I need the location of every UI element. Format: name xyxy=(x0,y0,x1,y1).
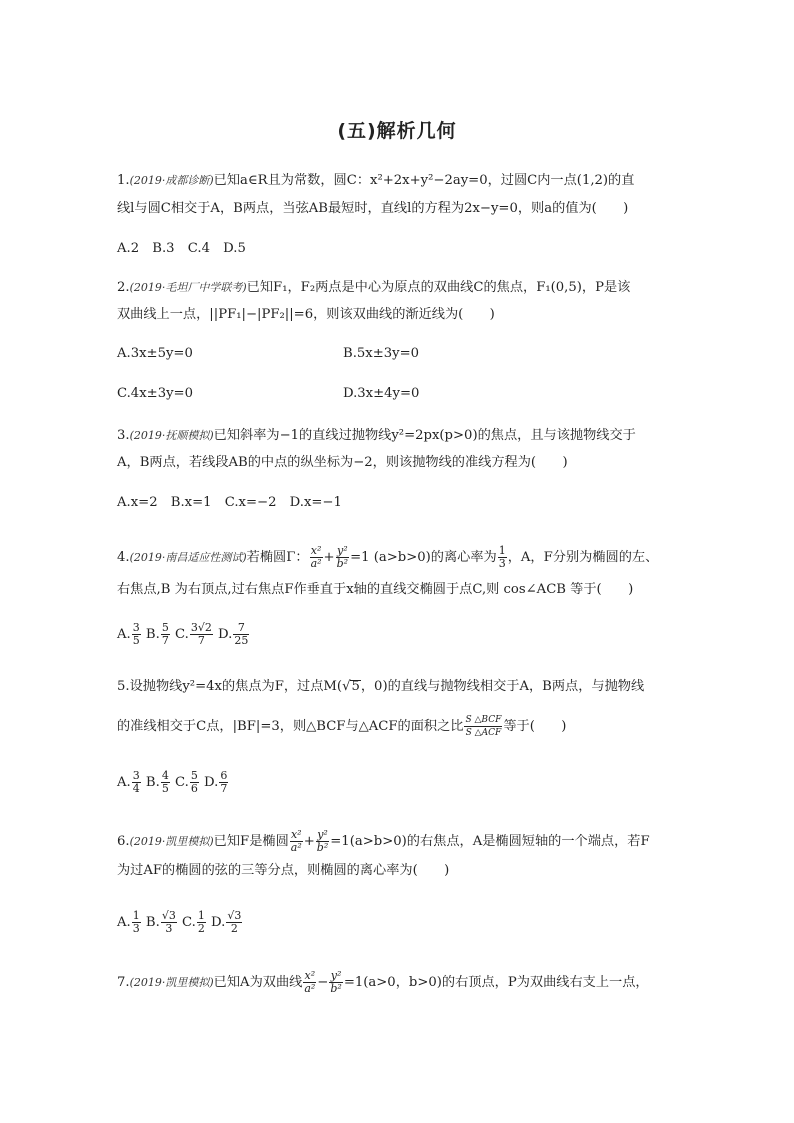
question-text: 设抛物线y²=4x的焦点为F，过点M( xyxy=(129,679,343,694)
option-label: D. xyxy=(218,627,233,642)
option-c-fraction: $\frac{5}{6}$ xyxy=(190,769,198,795)
option-d-fraction: $\frac{7}{25}$ xyxy=(234,621,249,647)
question-3-line-1 xyxy=(117,427,636,445)
question-source: (2019·南昌适应性测试) xyxy=(129,551,247,564)
option-label: A. xyxy=(117,915,131,930)
question-text: =1 (a>b>0)的离心率为 xyxy=(350,550,497,565)
option-label: D. xyxy=(204,775,219,790)
question-source: (2019·抚顺模拟) xyxy=(129,429,214,442)
question-text: ，A，F分别为椭圆的左、 xyxy=(507,550,659,565)
question-number: 3. xyxy=(117,428,130,443)
sqrt-5: √5 xyxy=(342,679,360,694)
question-7-line-1: 7.(2019·凯里模拟)已知A为双曲线 $\frac{\text{x²}}{\text{a²}}$ − $\frac{\text{y²}}{\text{b²}}$ =1(a>0，b>0)的右顶点，P为双曲线右支上一点， xyxy=(117,969,649,995)
question-source: (2019·凯里模拟) xyxy=(129,835,214,848)
question-text: =1(a>0，b>0)的右顶点，P为双曲线右支上一点， xyxy=(343,975,649,990)
question-text: 等于( ) xyxy=(503,719,567,734)
question-text: 已知a∈R且为常数，圆C：x²+2x+y²−2ay=0，过圆C内一点(1,2)的直 xyxy=(213,173,635,188)
option-label: C. xyxy=(182,915,196,930)
question-text: 已知A为双曲线 xyxy=(213,975,303,990)
question-5-options xyxy=(117,770,229,795)
question-text: 已知斜率为−1的直线过抛物线y²=2px(p>0)的焦点，且与该抛物线交于 xyxy=(213,428,636,443)
option-b-fraction: $\frac{√3}{3}$ xyxy=(161,909,176,935)
ellipse-term-x: $\frac{\text{x²}}{\text{a²}}$ xyxy=(290,828,302,854)
area-ratio-fraction: $\frac{\text{S △BCF}}{\text{S △ACF}}$ xyxy=(465,715,502,738)
option-label: C. xyxy=(175,775,189,790)
question-3-options: A.x=2 B.x=1 C.x=−2 D.x=−1 xyxy=(117,495,342,510)
question-source: (2019·成都诊断) xyxy=(129,174,214,187)
question-number: 7. xyxy=(117,975,130,990)
ellipse-term-y: $\frac{\text{y²}}{\text{b²}}$ xyxy=(316,828,329,854)
question-4-line-2: 右焦点,B 为右顶点,过右焦点F作垂直于x轴的直线交椭圆于点C,则 cos∠ACB 等于( ) xyxy=(117,582,634,597)
question-6-line-2: 为过AF的椭圆的弦的三等分点，则椭圆的离心率为( ) xyxy=(117,863,450,878)
question-number: 2. xyxy=(117,280,130,295)
question-1-options: A.2 B.3 C.4 D.5 xyxy=(117,241,246,256)
option-a-fraction: $\frac{3}{4}$ xyxy=(132,769,140,795)
question-5-line-1 xyxy=(117,678,644,696)
option-label: A. xyxy=(117,775,131,790)
option-label: A. xyxy=(117,627,131,642)
option-label: C. xyxy=(175,627,189,642)
ellipse-term-x: $\frac{\text{x²}}{\text{a²}}$ xyxy=(310,544,322,570)
option-d-fraction: $\frac{6}{7}$ xyxy=(220,769,228,795)
question-2-option-c: C.4x±3y=0 xyxy=(117,386,193,401)
question-text: ，0)的直线与抛物线相交于A，B两点，与抛物线 xyxy=(360,679,645,694)
hyperbola-term-y: $\frac{\text{y²}}{\text{b²}}$ xyxy=(330,969,342,995)
question-2-option-b: B.5x±3y=0 xyxy=(343,346,420,361)
question-2-line-1 xyxy=(117,279,630,297)
question-number: 1. xyxy=(117,173,130,188)
option-label: D. xyxy=(211,915,226,930)
question-6-line-1: 6.(2019·凯里模拟)已知F是椭圆 $\frac{\text{x²}}{\text{a²}}$ + $\frac{\text{y²}}{\text{b²}}$ =1(a>b>0)的右焦点，A是椭圆短轴的一个端点，若F xyxy=(117,828,650,854)
option-label: B. xyxy=(145,627,160,642)
eccentricity-fraction: $\frac{1}{3}$ xyxy=(498,544,506,570)
question-1-line-2: 线l与圆C相交于A，B两点，当弦AB最短时，直线l的方程为2x−y=0，则a的值为( ) xyxy=(117,201,629,216)
ellipse-term-y: $\frac{\text{y²}}{\text{b²}}$ xyxy=(336,544,349,570)
option-a-fraction: $\frac{1}{3}$ xyxy=(132,909,140,935)
question-4-line-1: 4.(2019·南昌适应性测试)若椭圆Γ： $\frac{\text{x²}}{\text{a²}}$ + $\frac{\text{y²}}{\text{b²}}$ =1 (a>b>0)的离心率为 $\frac{1}{3}$ ，A，F分别为椭圆的左、 xyxy=(117,544,659,570)
question-2-option-d: D.3x±4y=0 xyxy=(343,386,420,401)
option-label: B. xyxy=(145,775,160,790)
option-b-fraction: $\frac{5}{7}$ xyxy=(161,621,169,647)
question-text: 若椭圆Γ： xyxy=(246,550,309,565)
question-1-line-1 xyxy=(117,172,634,190)
option-a-fraction: $\frac{3}{5}$ xyxy=(132,621,140,647)
question-3-line-2: A，B两点，若线段AB的中点的纵坐标为−2，则该抛物线的准线方程为( ) xyxy=(117,455,568,470)
question-number: 5. xyxy=(117,679,130,694)
question-number: 4. xyxy=(117,550,130,565)
question-text: 已知F是椭圆 xyxy=(213,834,289,849)
option-c-fraction: $\frac{3√2}{7}$ xyxy=(190,621,212,647)
question-source: (2019·毛坦厂中学联考) xyxy=(129,281,247,294)
question-source: (2019·凯里模拟) xyxy=(129,976,214,989)
question-5-line-2 xyxy=(117,714,566,739)
question-6-options xyxy=(117,910,243,935)
question-text: 已知F₁，F₂两点是中心为原点的双曲线C的焦点，F₁(0,5)，P是该 xyxy=(246,280,631,295)
hyperbola-term-x: $\frac{\text{x²}}{\text{a²}}$ xyxy=(304,969,316,995)
question-text: =1(a>b>0)的右焦点，A是椭圆短轴的一个端点，若F xyxy=(330,834,650,849)
question-4-options xyxy=(117,622,250,647)
option-c-fraction: $\frac{1}{2}$ xyxy=(197,909,205,935)
page-title: (五)解析几何 xyxy=(337,120,457,142)
question-2-option-a: A.3x±5y=0 xyxy=(117,346,193,361)
option-b-fraction: $\frac{4}{5}$ xyxy=(161,769,169,795)
question-2-line-2: 双曲线上一点，||PF₁|−|PF₂||=6，则该双曲线的渐近线为( ) xyxy=(117,307,495,322)
option-d-fraction: $\frac{√3}{2}$ xyxy=(227,909,242,935)
question-number: 6. xyxy=(117,834,130,849)
question-text: 的准线相交于C点，|BF|=3，则△BCF与△ACF的面积之比 xyxy=(117,719,464,734)
option-label: B. xyxy=(145,915,160,930)
